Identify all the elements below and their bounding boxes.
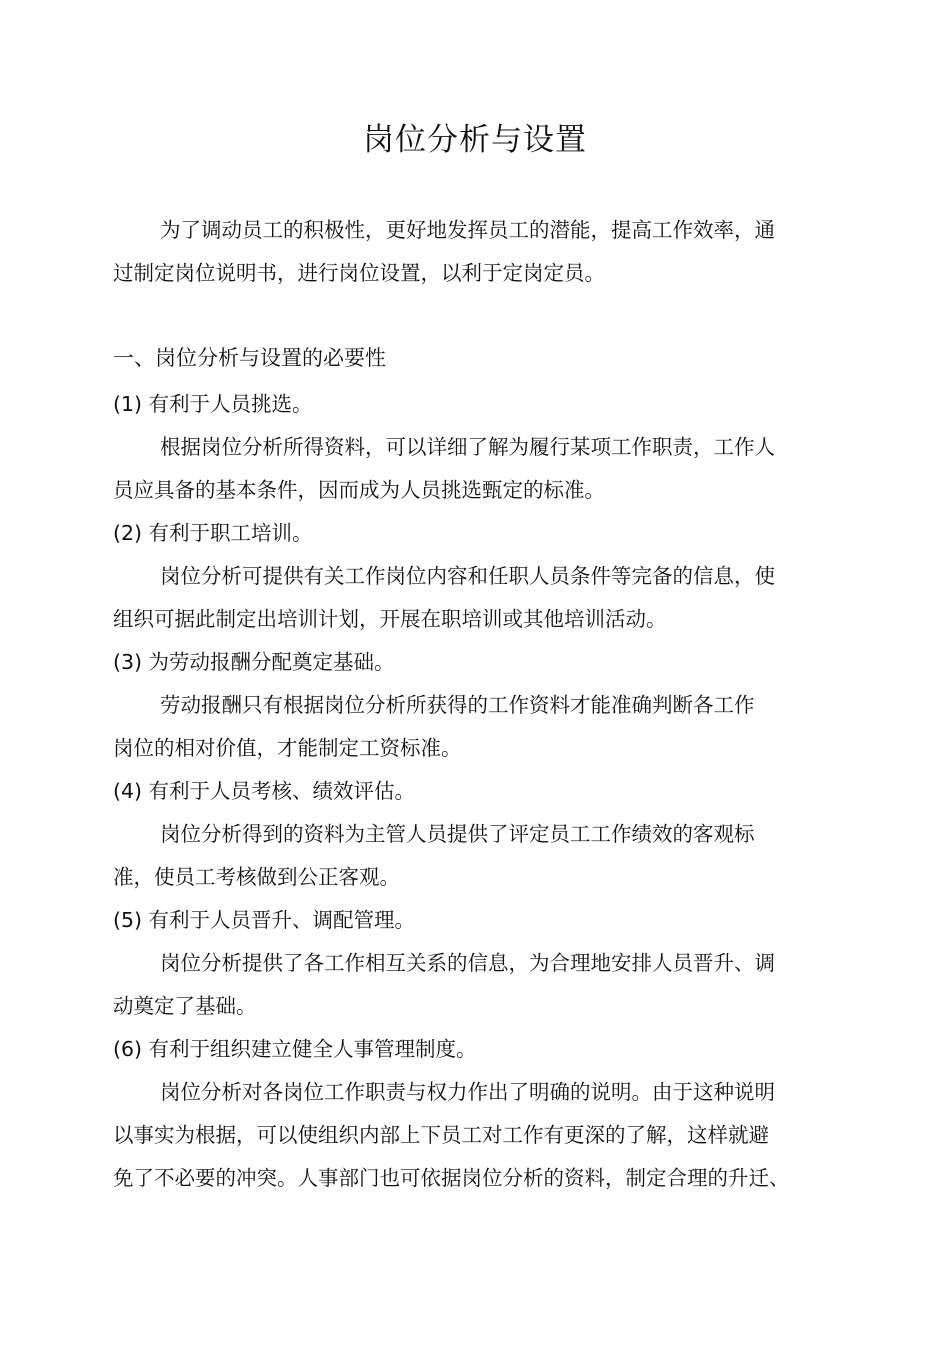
intro-line-1: 为了调动员工的积极性，更好地发挥员工的潜能，提高工作效率，通 <box>160 218 775 242</box>
list-item-body-line: 动奠定了基础。 <box>113 994 257 1018</box>
page-title: 岗位分析与设置 <box>363 122 587 158</box>
list-item-body-line: 岗位分析得到的资料为主管人员提供了评定员工工作绩效的客观标 <box>160 822 755 846</box>
list-item-label: (2) 有利于职工培训。 <box>113 521 313 545</box>
list-item-label: (6) 有利于组织建立健全人事管理制度。 <box>113 1037 477 1061</box>
list-item-label: (4) 有利于人员考核、绩效评估。 <box>113 779 416 803</box>
list-item-body-line: 以事实为根据，可以使组织内部上下员工对工作有更深的了解，这样就避 <box>113 1123 769 1147</box>
list-item-body-line: 岗位分析对各岗位工作职责与权力作出了明确的说明。由于这种说明 <box>160 1080 775 1104</box>
section-heading: 一、岗位分析与设置的必要性 <box>113 346 386 370</box>
list-item-body-line: 免了不必要的冲突。人事部门也可依据岗位分析的资料，制定合理的升迁、 <box>113 1166 790 1190</box>
list-item-label: (1) 有利于人员挑选。 <box>113 392 313 416</box>
list-item-body-line: 组织可据此制定出培训计划，开展在职培训或其他培训活动。 <box>113 607 667 631</box>
list-item-label: (5) 有利于人员晋升、调配管理。 <box>113 908 416 932</box>
intro-line-2: 过制定岗位说明书，进行岗位设置，以利于定岗定员。 <box>113 261 605 285</box>
list-item-body-line: 根据岗位分析所得资料，可以详细了解为履行某项工作职责，工作人 <box>160 435 775 459</box>
list-item-label: (3) 为劳动报酬分配奠定基础。 <box>113 650 395 674</box>
list-item-body-line: 岗位分析可提供有关工作岗位内容和任职人员条件等完备的信息，使 <box>160 564 775 588</box>
list-item-body-line: 岗位分析提供了各工作相互关系的信息，为合理地安排人员晋升、调 <box>160 951 775 975</box>
list-item-body-line: 员应具备的基本条件，因而成为人员挑选甄定的标准。 <box>113 478 605 502</box>
list-item-body-line: 劳动报酬只有根据岗位分析所获得的工作资料才能准确判断各工作 <box>160 693 755 717</box>
list-item-body-line: 准，使员工考核做到公正客观。 <box>113 865 400 889</box>
list-item-body-line: 岗位的相对价值，才能制定工资标准。 <box>113 736 462 760</box>
